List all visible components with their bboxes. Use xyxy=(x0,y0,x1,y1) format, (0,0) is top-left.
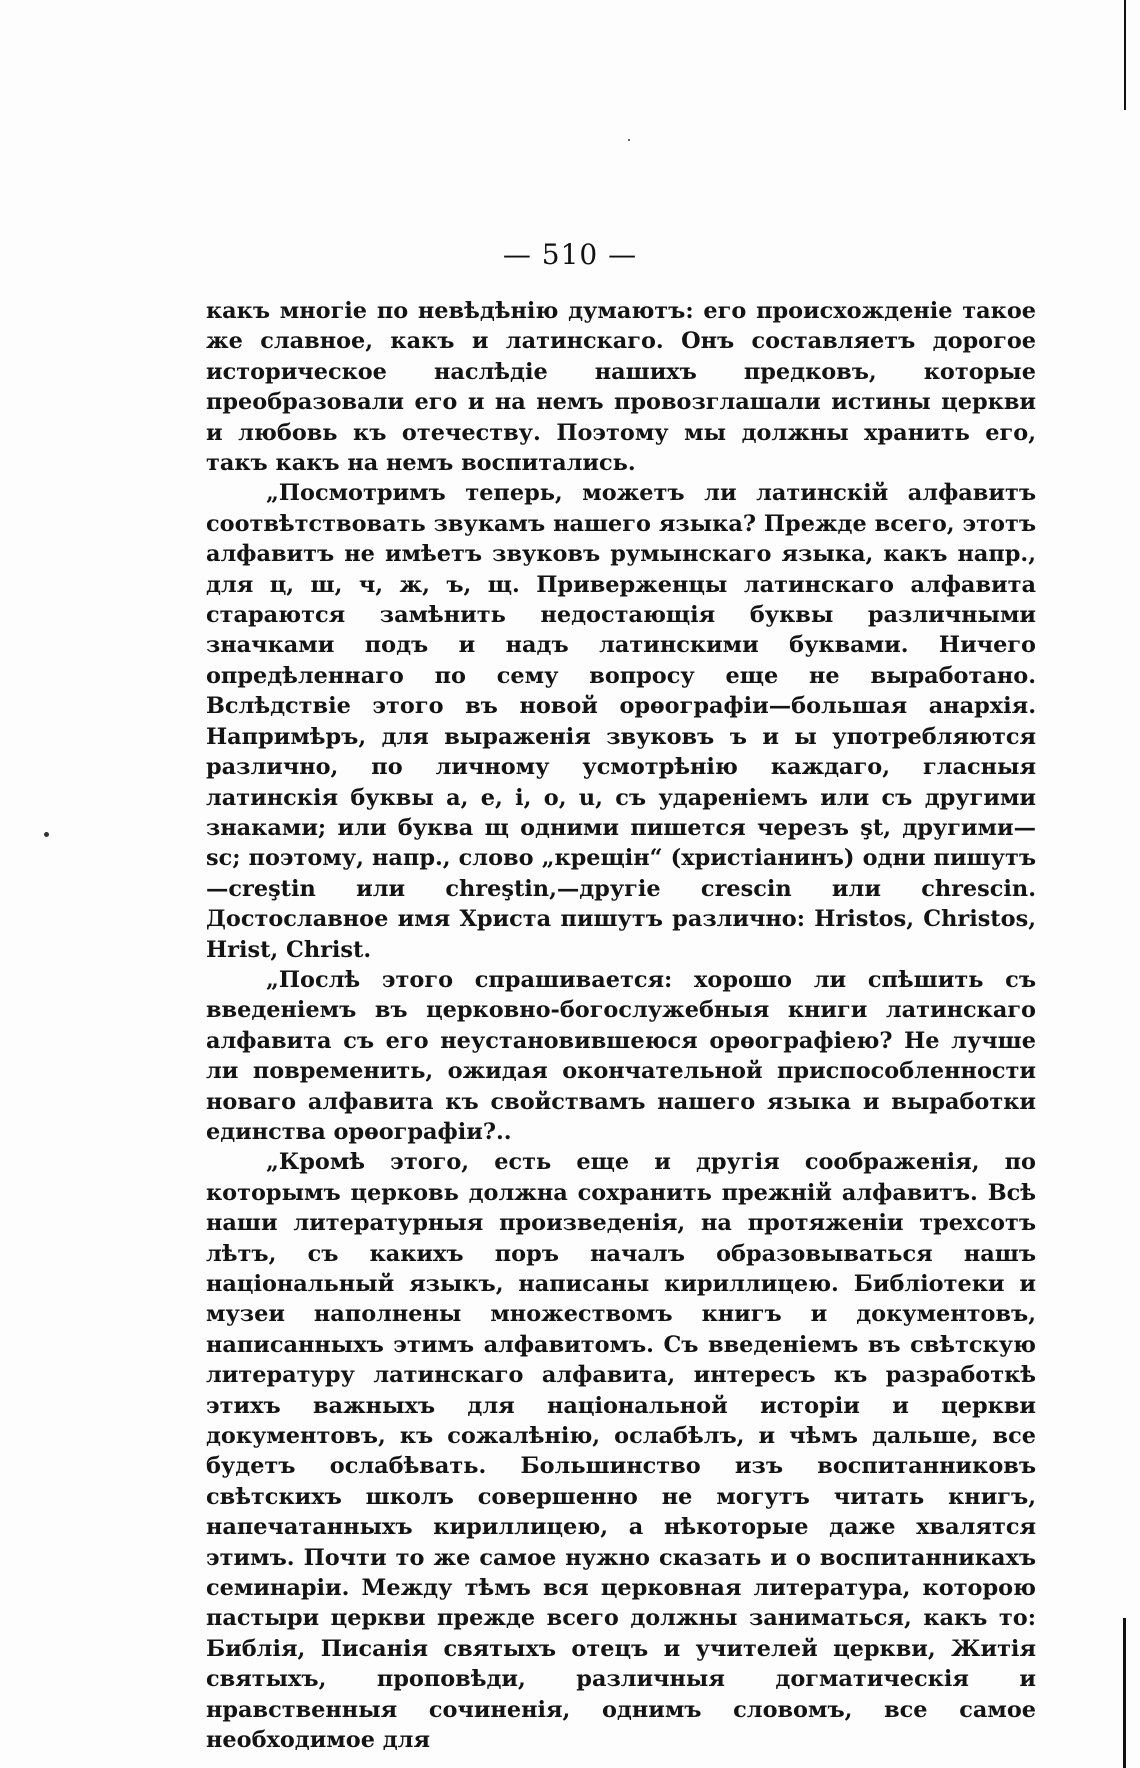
page-number: — 510 — xyxy=(502,238,638,271)
paragraph: „Послѣ этого спрашивается: хорошо ли спѣшить съ введеніемъ въ церковно-богослужебныя книги латинскаго алфавита съ его неустановившеюся орѳографіею? Не лучше ли повременить, ожидая окончательной приспособленности новаго алфавита къ свойствамъ нашего языка и выработки единства орѳографіи?.. xyxy=(206,966,1036,1145)
page-edge-line-top xyxy=(1124,0,1126,110)
paragraph: „Кромѣ этого, есть еще и другія соображенія, по которымъ церковь должна сохранить прежній алфавитъ. Всѣ наши литературныя произведенія, на протяженіи трехсотъ лѣтъ, съ какихъ поръ началъ образовываться нашъ національный языкъ, написаны кириллицею. Библіотеки и музеи наполнены множествомъ книгъ и документовъ, написанныхъ этимъ алфавитомъ. Съ введеніемъ въ свѣтскую литературу латинскаго алфавита, интересъ къ разработкѣ этихъ важныхъ для національной исторіи и церкви документовъ, къ сожалѣнію, ослабѣлъ, и чѣмъ дальше, все будетъ ослабѣвать. Большинство изъ воспитанниковъ свѣтскихъ школъ совершенно не могутъ читать книгъ, напечатанныхъ кириллицею, а нѣкоторые даже хвалятся этимъ. Почти то же самое нужно сказать и о воспитанникахъ семинаріи. Между тѣмъ вся церковная литература, которою пастыри церкви прежде всего должны заниматься, какъ то: Библія, Писанія святыхъ отецъ и учителей церкви, Житія святыхъ, проповѣди, различныя догматическія и нравственныя сочиненія, однимъ словомъ, все самое необходимое для xyxy=(206,1149,1036,1754)
page-edge-line-bottom xyxy=(1123,1618,1126,1768)
paragraph: какъ многіе по невѣдѣнію думаютъ: его происхожденіе такое же славное, какъ и латинскаго. Онъ составляетъ дорогое историческое наслѣдіе нашихъ предковъ, которые преобразовали его и на немъ провозглашали истины церкви и любовь къ отечеству. Поэтому мы должны хранить его, такъ какъ на немъ воспитались. xyxy=(206,298,1036,477)
paragraph: „Посмотримъ теперь, можетъ ли латинскій алфавитъ соотвѣтствовать звукамъ нашего языка? Прежде всего, этотъ алфавитъ не имѣетъ звуковъ румынскаго языка, какъ напр., для ц, ш, ч, ж, ъ, щ. Приверженцы латинскаго алфавита стараются замѣнить недостающія буквы различными значками подъ и надъ латинскими буквами. Ничего опредѣленнаго по сему вопросу еще не выработано. Вслѣдствіе этого въ новой орѳографіи—большая анархія. Напримѣръ, для выраженія звуковъ ъ и ы употребляются различно, по личному усмотрѣнію каждаго, гласныя латинскія буквы a, e, i, o, u, съ удареніемъ или съ другими знаками; или буква щ одними пишется черезъ şt, другими—sc; поэтому, напр., слово „крещін“ (христіанинъ) одни пишутъ—creştin или chreştin,—другіе crescin или chrescin. Достославное имя Христа пишутъ различно: Hristos, Christos, Hrist, Christ. xyxy=(206,480,1036,963)
scan-speck xyxy=(44,832,49,837)
scan-speck xyxy=(628,139,630,141)
body-text xyxy=(206,296,1036,1756)
